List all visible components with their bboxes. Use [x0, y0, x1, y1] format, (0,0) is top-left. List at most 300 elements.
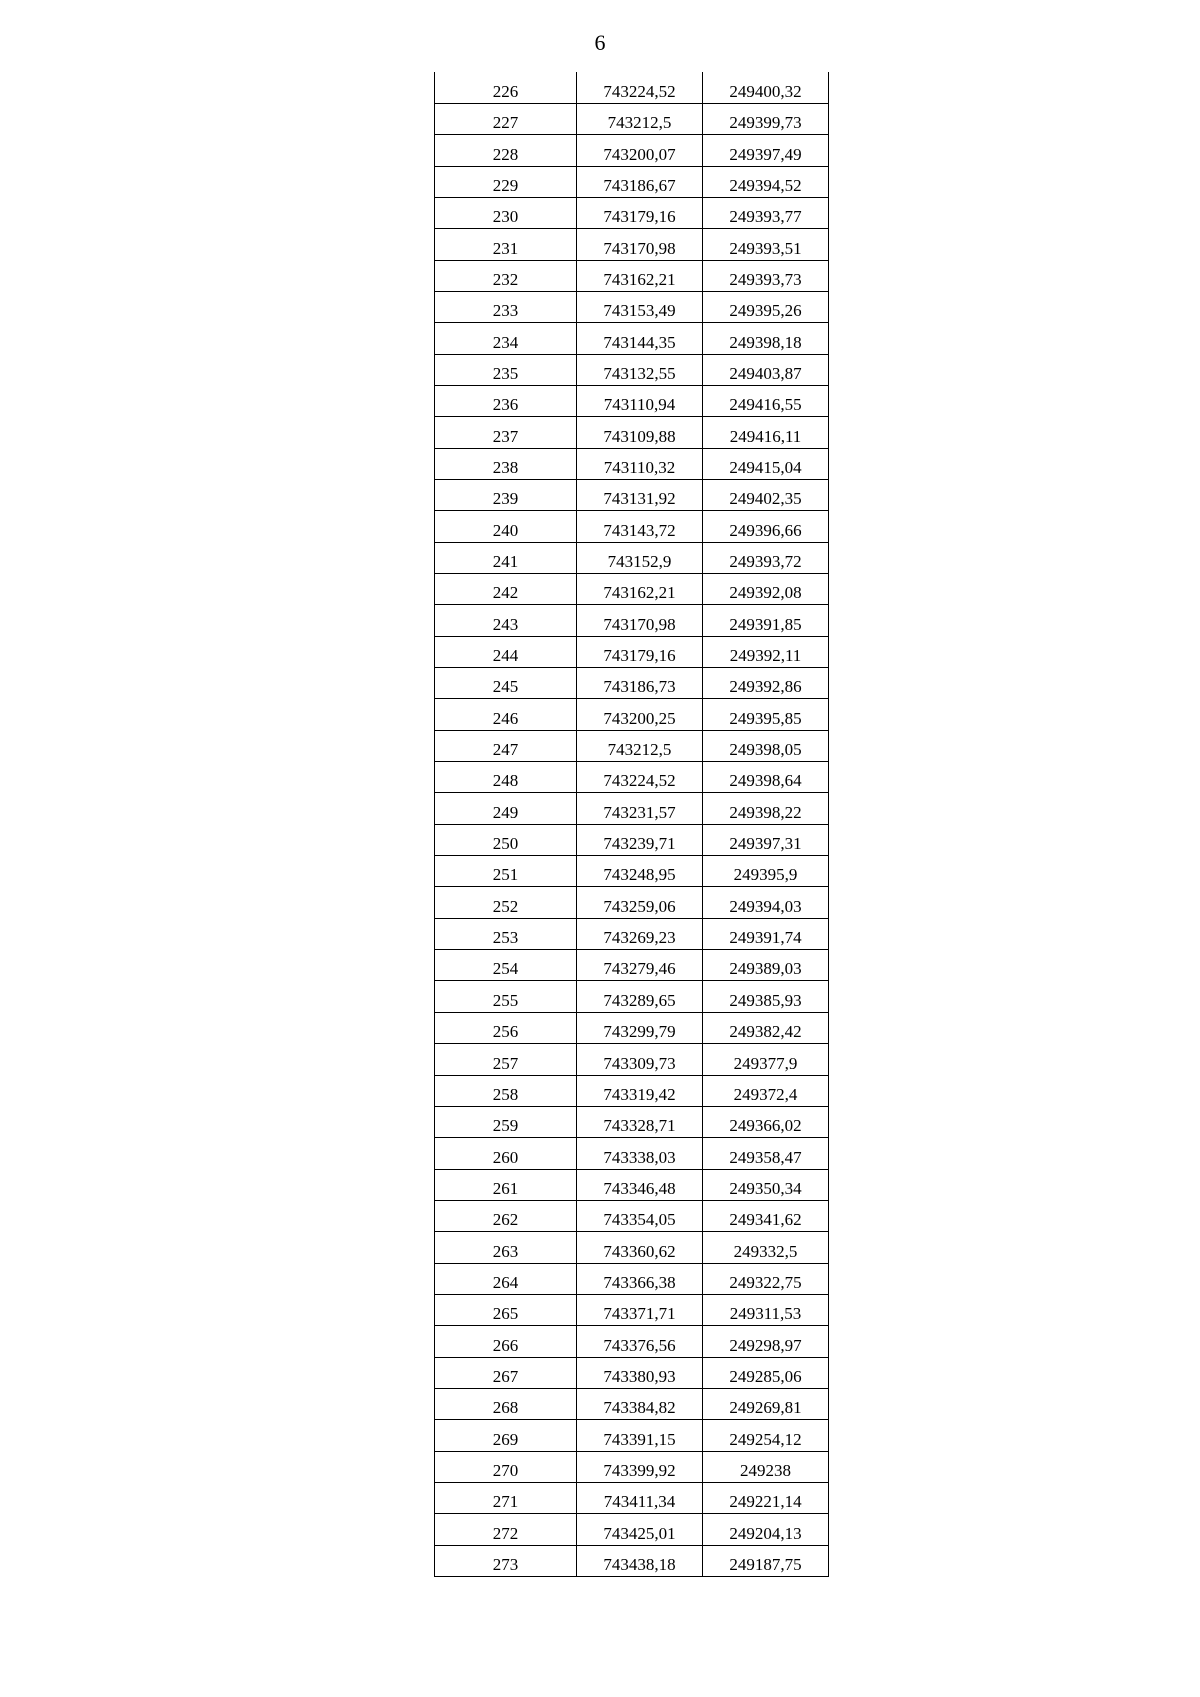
x-coordinate-cell: [577, 229, 703, 260]
x-coordinate-text: 743309,73: [603, 1053, 676, 1073]
table-row: [435, 1451, 829, 1482]
y-coordinate-text: 249396,66: [729, 520, 802, 540]
point-number-text: 266: [492, 1335, 519, 1355]
y-coordinate-text: 249399,73: [729, 113, 802, 133]
y-coordinate-text: 249394,52: [729, 175, 802, 195]
table-row: [435, 887, 829, 918]
x-coordinate-text: 743289,65: [603, 990, 676, 1010]
y-coordinate-text: 249298,97: [729, 1335, 802, 1355]
x-coordinate-text: 743371,71: [603, 1304, 676, 1324]
y-coordinate-text: 249416,11: [729, 426, 802, 446]
point-number-text: 272: [492, 1523, 519, 1543]
y-coordinate-text: 249391,85: [729, 614, 802, 634]
y-coordinate-text: 249238: [740, 1460, 791, 1480]
table-row: [435, 918, 829, 949]
x-coordinate-text: 743144,35: [603, 332, 676, 352]
point-number-text: 257: [492, 1053, 519, 1073]
x-coordinate-cell: [577, 323, 703, 354]
y-coordinate-cell: [703, 1294, 829, 1325]
x-coordinate-text: 743360,62: [603, 1241, 676, 1261]
page-number: 6: [594, 30, 606, 55]
point-number-cell: [435, 918, 577, 949]
x-coordinate-text: 743162,21: [603, 269, 676, 289]
x-coordinate-cell: [577, 1514, 703, 1545]
table-row: [435, 1200, 829, 1231]
point-number-text: 229: [492, 175, 519, 195]
point-number-text: 253: [492, 928, 519, 948]
y-coordinate-cell: [703, 1012, 829, 1043]
y-coordinate-cell: [703, 730, 829, 761]
point-number-text: 236: [492, 395, 519, 415]
y-coordinate-cell: [703, 887, 829, 918]
y-coordinate-text: 249341,62: [729, 1210, 802, 1230]
point-number-cell: [435, 135, 577, 166]
y-coordinate-text: 249398,22: [729, 802, 802, 822]
point-number-cell: [435, 1200, 577, 1231]
coordinates-table: [434, 72, 829, 1577]
x-coordinate-cell: [577, 1482, 703, 1513]
x-coordinate-cell: [577, 1545, 703, 1576]
y-coordinate-cell: [703, 448, 829, 479]
x-coordinate-cell: [577, 918, 703, 949]
x-coordinate-text: 743224,52: [603, 771, 676, 791]
y-coordinate-text: 249402,35: [729, 489, 802, 509]
point-number-text: 231: [492, 238, 519, 258]
x-coordinate-cell: [577, 479, 703, 510]
point-number-text: 228: [492, 144, 519, 164]
point-number-text: 249: [492, 802, 519, 822]
point-number-cell: [435, 793, 577, 824]
table-row: [435, 605, 829, 636]
x-coordinate-text: 743269,23: [603, 928, 676, 948]
point-number-text: 256: [492, 1022, 519, 1042]
x-coordinate-text: 743338,03: [603, 1147, 676, 1167]
point-number-cell: [435, 291, 577, 322]
point-number-cell: [435, 385, 577, 416]
table-row: [435, 1169, 829, 1200]
point-number-text: 240: [492, 520, 519, 540]
x-coordinate-cell: [577, 1012, 703, 1043]
point-number-cell: [435, 479, 577, 510]
y-coordinate-cell: [703, 1482, 829, 1513]
point-number-cell: [435, 1482, 577, 1513]
x-coordinate-cell: [577, 950, 703, 981]
x-coordinate-text: 743425,01: [603, 1523, 676, 1543]
point-number-text: 254: [492, 959, 519, 979]
y-coordinate-cell: [703, 856, 829, 887]
x-coordinate-cell: [577, 417, 703, 448]
x-coordinate-cell: [577, 1200, 703, 1231]
x-coordinate-cell: [577, 197, 703, 228]
point-number-text: 239: [492, 489, 519, 509]
point-number-cell: [435, 1075, 577, 1106]
table-row: [435, 197, 829, 228]
table-row: [435, 1482, 829, 1513]
x-coordinate-cell: [577, 166, 703, 197]
x-coordinate-text: 743384,82: [603, 1398, 676, 1418]
x-coordinate-text: 743346,48: [603, 1178, 676, 1198]
point-number-cell: [435, 1263, 577, 1294]
point-number-text: 235: [492, 363, 519, 383]
y-coordinate-cell: [703, 1169, 829, 1200]
x-coordinate-text: 743328,71: [603, 1116, 676, 1136]
y-coordinate-text: 249221,14: [729, 1492, 802, 1512]
y-coordinate-text: 249377,9: [733, 1053, 798, 1073]
x-coordinate-text: 743231,57: [603, 802, 676, 822]
x-coordinate-cell: [577, 1232, 703, 1263]
y-coordinate-cell: [703, 762, 829, 793]
x-coordinate-text: 743376,56: [603, 1335, 676, 1355]
point-number-cell: [435, 1169, 577, 1200]
point-number-cell: [435, 166, 577, 197]
table-row: [435, 448, 829, 479]
point-number-cell: [435, 668, 577, 699]
point-number-text: 273: [492, 1555, 519, 1574]
point-number-text: 238: [492, 457, 519, 477]
table-row: [435, 1514, 829, 1545]
y-coordinate-text: 249400,32: [729, 81, 802, 101]
y-coordinate-cell: [703, 824, 829, 855]
x-coordinate-cell: [577, 291, 703, 322]
y-coordinate-cell: [703, 605, 829, 636]
x-coordinate-cell: [577, 1420, 703, 1451]
x-coordinate-cell: [577, 793, 703, 824]
point-number-text: 226: [492, 81, 519, 101]
point-number-cell: [435, 1357, 577, 1388]
x-coordinate-text: 743212,5: [607, 113, 672, 133]
table-row: [435, 762, 829, 793]
x-coordinate-text: 743110,32: [603, 457, 676, 477]
point-number-cell: [435, 1294, 577, 1325]
x-coordinate-text: 743200,07: [603, 144, 676, 164]
y-coordinate-text: 249382,42: [729, 1022, 802, 1042]
point-number-cell: [435, 730, 577, 761]
x-coordinate-cell: [577, 72, 703, 103]
x-coordinate-cell: [577, 1044, 703, 1075]
point-number-cell: [435, 887, 577, 918]
x-coordinate-text: 743131,92: [603, 489, 676, 509]
x-coordinate-cell: [577, 103, 703, 134]
x-coordinate-text: 743186,67: [603, 175, 676, 195]
x-coordinate-text: 743438,18: [603, 1555, 676, 1574]
y-coordinate-text: 249397,49: [729, 144, 802, 164]
x-coordinate-text: 743143,72: [603, 520, 676, 540]
point-number-cell: [435, 574, 577, 605]
y-coordinate-cell: [703, 1138, 829, 1169]
y-coordinate-text: 249332,5: [733, 1241, 798, 1261]
point-number-cell: [435, 542, 577, 573]
x-coordinate-cell: [577, 824, 703, 855]
x-coordinate-cell: [577, 887, 703, 918]
y-coordinate-cell: [703, 291, 829, 322]
y-coordinate-cell: [703, 668, 829, 699]
point-number-text: 271: [492, 1492, 519, 1512]
point-number-cell: [435, 1106, 577, 1137]
y-coordinate-text: 249403,87: [729, 363, 802, 383]
y-coordinate-text: 249350,34: [729, 1178, 802, 1198]
point-number-cell: [435, 1420, 577, 1451]
table-row: [435, 1326, 829, 1357]
y-coordinate-cell: [703, 1545, 829, 1576]
y-coordinate-cell: [703, 793, 829, 824]
y-coordinate-cell: [703, 981, 829, 1012]
x-coordinate-text: 743380,93: [603, 1366, 676, 1386]
y-coordinate-cell: [703, 1044, 829, 1075]
point-number-text: 252: [492, 896, 519, 916]
table-row: [435, 950, 829, 981]
x-coordinate-text: 743152,9: [607, 552, 672, 571]
point-number-text: 245: [492, 677, 519, 697]
table-row: [435, 479, 829, 510]
x-coordinate-cell: [577, 1138, 703, 1169]
point-number-cell: [435, 762, 577, 793]
table-row: [435, 1357, 829, 1388]
y-coordinate-text: 249392,86: [729, 677, 802, 697]
y-coordinate-cell: [703, 542, 829, 573]
y-coordinate-text: 249322,75: [729, 1272, 802, 1292]
point-number-cell: [435, 1012, 577, 1043]
x-coordinate-text: 743162,21: [603, 583, 676, 603]
y-coordinate-cell: [703, 479, 829, 510]
table-row: [435, 574, 829, 605]
x-coordinate-cell: [577, 605, 703, 636]
table-row: [435, 72, 829, 103]
y-coordinate-cell: [703, 1326, 829, 1357]
y-coordinate-cell: [703, 1357, 829, 1388]
point-number-text: 244: [492, 646, 519, 666]
y-coordinate-cell: [703, 1075, 829, 1106]
y-coordinate-cell: [703, 354, 829, 385]
point-number-cell: [435, 636, 577, 667]
y-coordinate-text: 249393,51: [729, 238, 802, 258]
y-coordinate-cell: [703, 1232, 829, 1263]
point-number-cell: [435, 1545, 577, 1576]
x-coordinate-text: 743110,94: [603, 395, 676, 415]
point-number-cell: [435, 1514, 577, 1545]
y-coordinate-cell: [703, 135, 829, 166]
table-row: [435, 229, 829, 260]
y-coordinate-text: 249394,03: [729, 896, 802, 916]
x-coordinate-cell: [577, 135, 703, 166]
x-coordinate-text: 743279,46: [603, 959, 676, 979]
y-coordinate-cell: [703, 918, 829, 949]
x-coordinate-text: 743224,52: [603, 81, 676, 101]
table-row: [435, 511, 829, 542]
y-coordinate-cell: [703, 260, 829, 291]
y-coordinate-text: 249391,74: [729, 928, 802, 948]
y-coordinate-text: 249372,4: [733, 1084, 798, 1104]
y-coordinate-cell: [703, 323, 829, 354]
point-number-text: 255: [492, 990, 519, 1010]
table-row: [435, 1106, 829, 1137]
x-coordinate-cell: [577, 1263, 703, 1294]
table-row: [435, 793, 829, 824]
point-number-cell: [435, 323, 577, 354]
y-coordinate-text: 249204,13: [729, 1523, 802, 1543]
table-row: [435, 1232, 829, 1263]
y-coordinate-text: 249395,9: [733, 865, 798, 885]
y-coordinate-cell: [703, 511, 829, 542]
point-number-text: 250: [492, 834, 519, 854]
x-coordinate-text: 743153,49: [603, 301, 676, 321]
y-coordinate-text: 249393,77: [729, 207, 802, 227]
table-row: [435, 103, 829, 134]
x-coordinate-text: 743170,98: [603, 614, 676, 634]
x-coordinate-cell: [577, 1388, 703, 1419]
point-number-cell: [435, 260, 577, 291]
y-coordinate-cell: [703, 72, 829, 103]
x-coordinate-text: 743239,71: [603, 834, 676, 854]
y-coordinate-cell: [703, 1451, 829, 1482]
y-coordinate-cell: [703, 950, 829, 981]
point-number-text: 260: [492, 1147, 519, 1167]
point-number-cell: [435, 981, 577, 1012]
point-number-cell: [435, 197, 577, 228]
point-number-text: 258: [492, 1084, 519, 1104]
x-coordinate-cell: [577, 1169, 703, 1200]
table-row: [435, 166, 829, 197]
y-coordinate-cell: [703, 1420, 829, 1451]
x-coordinate-text: 743109,88: [603, 426, 676, 446]
point-number-text: 227: [492, 113, 519, 133]
point-number-cell: [435, 103, 577, 134]
table-row: [435, 1294, 829, 1325]
x-coordinate-cell: [577, 448, 703, 479]
x-coordinate-text: 743366,38: [603, 1272, 676, 1292]
table-row: [435, 135, 829, 166]
point-number-text: 241: [492, 552, 519, 571]
point-number-text: 234: [492, 332, 519, 352]
table-row: [435, 856, 829, 887]
x-coordinate-cell: [577, 1451, 703, 1482]
table-row: [435, 354, 829, 385]
point-number-cell: [435, 448, 577, 479]
x-coordinate-cell: [577, 385, 703, 416]
point-number-text: 242: [492, 583, 519, 603]
x-coordinate-cell: [577, 856, 703, 887]
point-number-text: 259: [492, 1116, 519, 1136]
table-row: [435, 1545, 829, 1576]
y-coordinate-cell: [703, 1388, 829, 1419]
x-coordinate-text: 743299,79: [603, 1022, 676, 1042]
point-number-cell: [435, 1451, 577, 1482]
point-number-text: 243: [492, 614, 519, 634]
x-coordinate-text: 743186,73: [603, 677, 676, 697]
y-coordinate-text: 249385,93: [729, 990, 802, 1010]
x-coordinate-text: 743170,98: [603, 238, 676, 258]
table-row: [435, 260, 829, 291]
point-number-cell: [435, 72, 577, 103]
table-row: [435, 730, 829, 761]
point-number-cell: [435, 1326, 577, 1357]
point-number-cell: [435, 229, 577, 260]
y-coordinate-cell: [703, 229, 829, 260]
point-number-text: 263: [492, 1241, 519, 1261]
x-coordinate-cell: [577, 511, 703, 542]
point-number-text: 261: [492, 1178, 519, 1198]
point-number-text: 232: [492, 269, 519, 289]
x-coordinate-cell: [577, 1294, 703, 1325]
y-coordinate-cell: [703, 417, 829, 448]
point-number-text: 251: [492, 865, 519, 885]
y-coordinate-cell: [703, 1200, 829, 1231]
table-row: [435, 1420, 829, 1451]
x-coordinate-cell: [577, 260, 703, 291]
x-coordinate-text: 743179,16: [603, 646, 676, 666]
x-coordinate-cell: [577, 699, 703, 730]
table-row: [435, 385, 829, 416]
x-coordinate-text: 743132,55: [603, 363, 676, 383]
y-coordinate-text: 249398,05: [729, 740, 802, 760]
table-row: [435, 699, 829, 730]
point-number-text: 267: [492, 1366, 519, 1386]
y-coordinate-text: 249398,64: [729, 771, 802, 791]
x-coordinate-cell: [577, 1106, 703, 1137]
point-number-text: 230: [492, 207, 519, 227]
x-coordinate-cell: [577, 730, 703, 761]
y-coordinate-text: 249395,85: [729, 708, 802, 728]
x-coordinate-text: 743200,25: [603, 708, 676, 728]
table-row: [435, 824, 829, 855]
x-coordinate-cell: [577, 762, 703, 793]
point-number-cell: [435, 1232, 577, 1263]
y-coordinate-text: 249395,26: [729, 301, 802, 321]
point-number-text: 248: [492, 771, 519, 791]
y-coordinate-text: 249415,04: [729, 457, 802, 477]
x-coordinate-cell: [577, 668, 703, 699]
point-number-text: 262: [492, 1210, 519, 1230]
y-coordinate-text: 249269,81: [729, 1398, 802, 1418]
point-number-cell: [435, 1138, 577, 1169]
table-row: [435, 542, 829, 573]
y-coordinate-text: 249393,73: [729, 269, 802, 289]
x-coordinate-cell: [577, 542, 703, 573]
y-coordinate-text: 249392,08: [729, 583, 802, 603]
point-number-text: 233: [492, 301, 519, 321]
point-number-cell: [435, 511, 577, 542]
table-row: [435, 323, 829, 354]
y-coordinate-cell: [703, 699, 829, 730]
x-coordinate-cell: [577, 354, 703, 385]
y-coordinate-text: 249254,12: [729, 1429, 802, 1449]
y-coordinate-text: 249389,03: [729, 959, 802, 979]
table-row: [435, 417, 829, 448]
y-coordinate-cell: [703, 197, 829, 228]
point-number-text: 268: [492, 1398, 519, 1418]
y-coordinate-text: 249187,75: [729, 1555, 802, 1574]
coordinates-table-body: [435, 72, 829, 1577]
table-row: [435, 1075, 829, 1106]
table-row: [435, 1138, 829, 1169]
y-coordinate-text: 249366,02: [729, 1116, 802, 1136]
x-coordinate-cell: [577, 1357, 703, 1388]
point-number-cell: [435, 856, 577, 887]
point-number-cell: [435, 950, 577, 981]
y-coordinate-text: 249398,18: [729, 332, 802, 352]
x-coordinate-cell: [577, 636, 703, 667]
y-coordinate-cell: [703, 574, 829, 605]
point-number-text: 246: [492, 708, 519, 728]
y-coordinate-text: 249285,06: [729, 1366, 802, 1386]
y-coordinate-cell: [703, 636, 829, 667]
point-number-text: 264: [492, 1272, 519, 1292]
x-coordinate-cell: [577, 981, 703, 1012]
x-coordinate-text: 743399,92: [603, 1460, 676, 1480]
x-coordinate-text: 743354,05: [603, 1210, 676, 1230]
table-row: [435, 1263, 829, 1294]
point-number-cell: [435, 1044, 577, 1075]
y-coordinate-cell: [703, 166, 829, 197]
